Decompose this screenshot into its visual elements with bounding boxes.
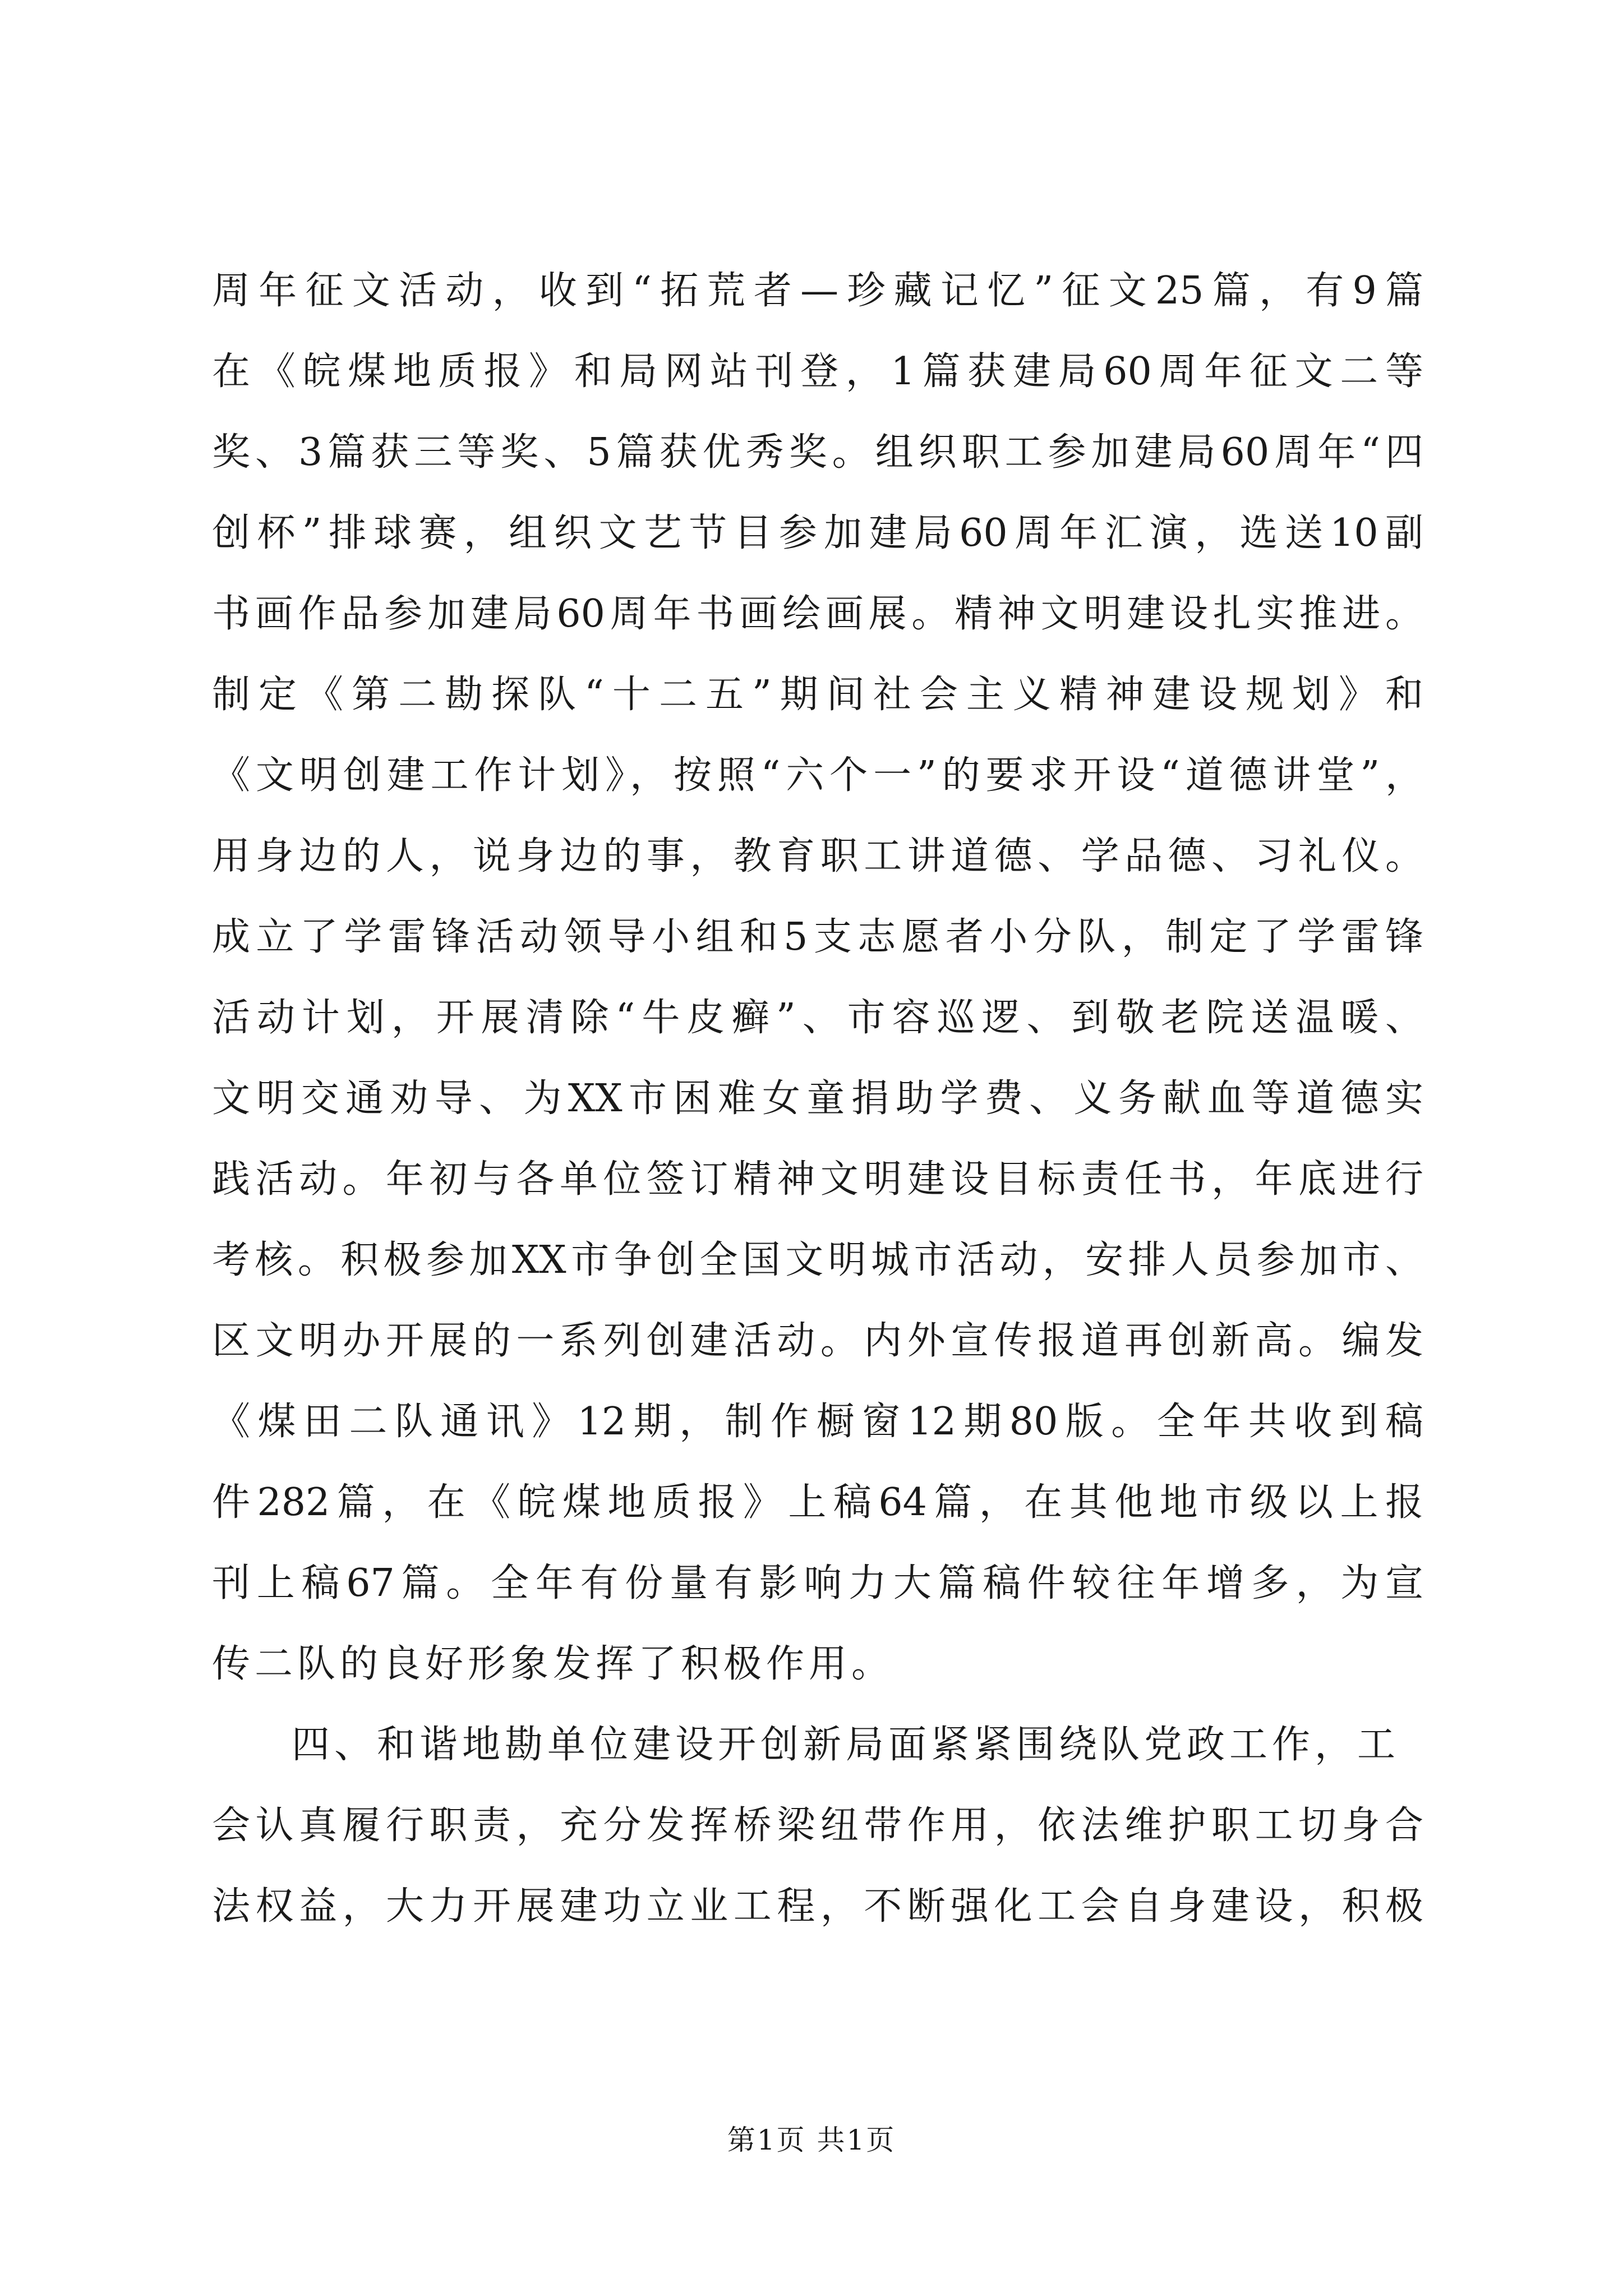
text-line: 书画作品参加建局60周年书画绘画展。精神文明建设扎实推进。 bbox=[212, 592, 1423, 636]
text-line: 《煤田二队通讯》12期，制作橱窗12期80版。全年共收到稿 bbox=[212, 1400, 1423, 1444]
text-line: 创杯”排球赛，组织文艺节目参加建局60周年汇演，选送10副 bbox=[212, 511, 1423, 555]
text-line: 周年征文活动，收到“拓荒者—珍藏记忆”征文25篇，有9篇 bbox=[212, 269, 1423, 313]
text-line: 文明交通劝导、为XX市困难女童捐助学费、义务献血等道德实 bbox=[212, 1076, 1423, 1121]
text-line: 成立了学雷锋活动领导小组和5支志愿者小分队，制定了学雷锋 bbox=[212, 915, 1423, 959]
text-line: 制定《第二勘探队“十二五”期间社会主义精神建设规划》和 bbox=[212, 673, 1423, 717]
document-body bbox=[212, 264, 1423, 1960]
text-line: 用身边的人，说身边的事，教育职工讲道德、学品德、习礼仪。 bbox=[212, 834, 1423, 878]
text-line: 考核。积极参加XX市争创全国文明城市活动，安排人员参加市、 bbox=[212, 1238, 1423, 1282]
text-line: 区文明办开展的一系列创建活动。内外宣传报道再创新高。编发 bbox=[212, 1319, 1423, 1363]
text-line: 践活动。年初与各单位签订精神文明建设目标责任书，年底进行 bbox=[212, 1157, 1423, 1202]
text-line: 法权益，大力开展建功立业工程，不断强化工会自身建设，积极 bbox=[212, 1884, 1423, 1929]
text-line-paragraph-start: 四、和谐地勘单位建设开创新局面紧紧围绕队党政工作，工 bbox=[292, 1723, 1400, 1767]
page-footer: 第1页 共1页 bbox=[727, 2124, 896, 2156]
text-line: 活动计划，开展清除“牛皮癣”、市容巡逻、到敬老院送温暖、 bbox=[212, 996, 1423, 1040]
text-line: 会认真履行职责，充分发挥桥梁纽带作用，依法维护职工切身合 bbox=[212, 1803, 1423, 1848]
text-line: 刊上稿67篇。全年有份量有影响力大篇稿件较往年增多，为宣 bbox=[212, 1561, 1423, 1605]
text-line: 在《皖煤地质报》和局网站刊登，1篇获建局60周年征文二等 bbox=[212, 349, 1423, 394]
text-line: 件282篇，在《皖煤地质报》上稿64篇，在其他地市级以上报 bbox=[212, 1480, 1423, 1525]
text-line: 奖、3篇获三等奖、5篇获优秀奖。组织职工参加建局60周年“四 bbox=[212, 430, 1423, 475]
text-line: 《文明创建工作计划》，按照“六个一”的要求开设“道德讲堂”， bbox=[212, 753, 1423, 798]
text-line-paragraph-end: 传二队的良好形象发挥了积极作用。 bbox=[212, 1642, 895, 1686]
